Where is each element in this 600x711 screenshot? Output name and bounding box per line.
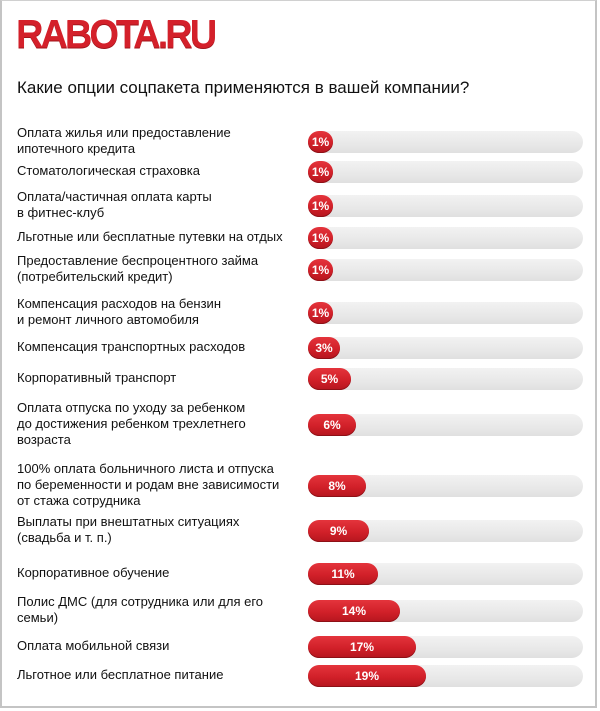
bar-label: [17, 638, 302, 654]
bar-track: [308, 302, 583, 324]
chart-title: Какие опции соцпакета применяются в вашей компании?: [17, 78, 470, 97]
bar-label: [17, 370, 302, 386]
bar-fill: 19%: [308, 665, 426, 687]
bar-fill: 3%: [308, 337, 340, 359]
bar-track: [308, 227, 583, 249]
bar-fill: 14%: [308, 600, 400, 622]
bar-label-line: семьи): [17, 610, 59, 625]
bar-label: [17, 565, 302, 581]
bar-label: [17, 125, 302, 157]
bar-track: [308, 414, 583, 436]
bar-label-line: до достижения ребенком трехлетнего: [17, 416, 246, 431]
bar-fill: 8%: [308, 475, 366, 497]
bar-track: [308, 563, 583, 585]
bar-label: [17, 163, 302, 179]
bar-track: [308, 600, 583, 622]
bar-fill: 9%: [308, 520, 369, 542]
bar-track: [308, 161, 583, 183]
bar-fill: 1%: [308, 161, 333, 183]
bar-fill: 11%: [308, 563, 378, 585]
bar-track: [308, 520, 583, 542]
bar-label-line: от стажа сотрудника: [17, 493, 141, 508]
bar-label: [17, 514, 302, 546]
bar-label-line: в фитнес-клуб: [17, 205, 105, 220]
bar-label-line: Корпоративное обучение: [17, 565, 170, 580]
bar-label-line: Оплата жилья или предоставление: [17, 125, 231, 140]
bar-label-line: ипотечного кредита: [17, 141, 136, 156]
bar-label: [17, 296, 302, 328]
bar-track: [308, 665, 583, 687]
bar-track: [308, 636, 583, 658]
bar-label: [17, 229, 302, 245]
bar-label-line: (потребительский кредит): [17, 269, 173, 284]
bar-fill: 1%: [308, 259, 333, 281]
bar-label: [17, 461, 302, 509]
bar-label: [17, 253, 302, 285]
bar-label-line: Корпоративный транспорт: [17, 370, 177, 385]
bar-label-line: Компенсация транспортных расходов: [17, 339, 246, 354]
rabota-logo: RABOTA.RU: [16, 12, 215, 58]
bar-label-line: Оплата/частичная оплата карты: [17, 189, 212, 204]
bar-track: [308, 368, 583, 390]
bar-fill: 1%: [308, 302, 333, 324]
bar-fill: 1%: [308, 195, 333, 217]
bar-track: [308, 131, 583, 153]
bar-label: [17, 189, 302, 221]
bar-label-line: по беременности и родам вне зависимости: [17, 477, 280, 492]
bar-label-line: Оплата мобильной связи: [17, 638, 170, 653]
bar-fill: 6%: [308, 414, 356, 436]
bar-label: [17, 594, 302, 626]
bar-track: [308, 337, 583, 359]
bar-label-line: Предоставление беспроцентного займа: [17, 253, 259, 268]
bar-fill: 17%: [308, 636, 416, 658]
bar-fill: 1%: [308, 227, 333, 249]
bar-label-line: Компенсация расходов на бензин: [17, 296, 222, 311]
bar-label-line: Льготные или бесплатные путевки на отдых: [17, 229, 283, 244]
bar-label-line: и ремонт личного автомобиля: [17, 312, 199, 327]
bar-label-line: 100% оплата больничного листа и отпуска: [17, 461, 274, 476]
bar-label: [17, 667, 302, 683]
bar-track: [308, 195, 583, 217]
bar-track: [308, 259, 583, 281]
bar-label-line: Полис ДМС (для сотрудника или для его: [17, 594, 264, 609]
bar-label-line: Оплата отпуска по уходу за ребенком: [17, 400, 246, 415]
bar-label-line: (свадьба и т. п.): [17, 530, 112, 545]
bar-fill: 1%: [308, 131, 333, 153]
bar-label-line: Выплаты при внештатных ситуациях: [17, 514, 240, 529]
bar-label-line: Стоматологическая страховка: [17, 163, 200, 178]
bar-label-line: возраста: [17, 432, 71, 447]
bar-label-line: Льготное или бесплатное питание: [17, 667, 224, 682]
bar-label: [17, 400, 302, 448]
bar-label: [17, 339, 302, 355]
bar-fill: 5%: [308, 368, 351, 390]
bar-track: [308, 475, 583, 497]
